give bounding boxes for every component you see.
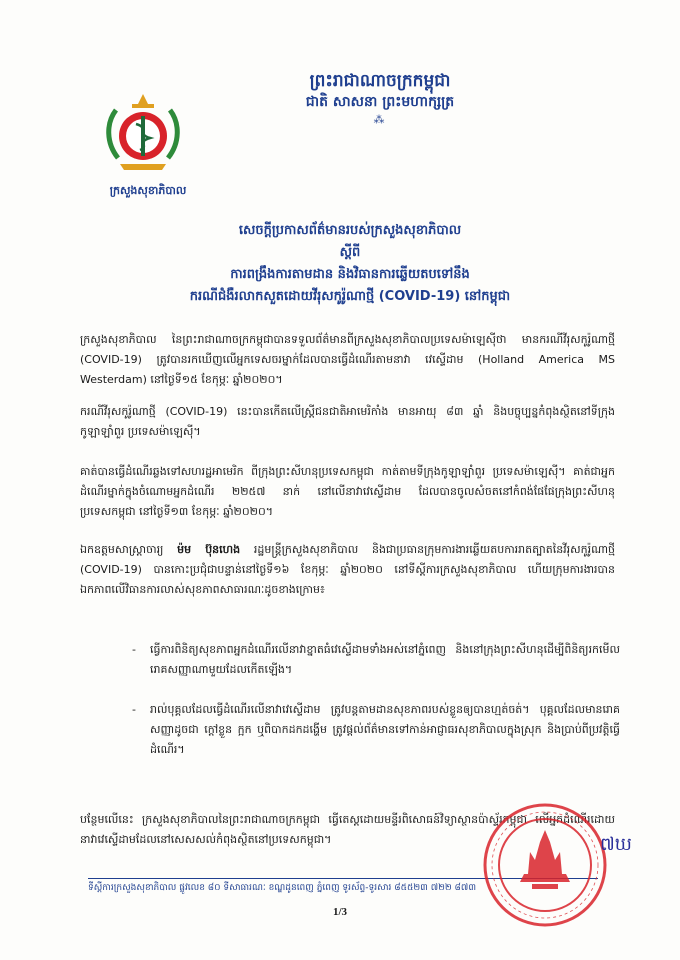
minister-name: ម៉ម ប៊ុនហេង [177,543,241,556]
title-line-3: ការពង្រឹងការតាមដាន និងវិធានការឆ្លើយតបទៅនឹង [230,267,470,282]
kingdom-heading [230,70,530,128]
bullet-1-text: ធ្វើការពិនិត្យសុខភាពអ្នកដំណើរលើនាវាខ្នាតធំវេស្ទើដាមទាំងអស់នៅភ្នំពេញ និងនៅក្រុងព្រះសីហនុដើម្បីពិនិត្យរកមើលរោគសញ្ញាណាមួយដែលកើតឡើង។ [150,643,620,676]
bullet-dash: - [132,703,136,716]
bullet-dash: - [132,643,136,656]
signature-mark: ៧ឃ [600,834,632,855]
announcement-title [110,220,590,308]
page-number: 1/3 [332,906,348,918]
bullet-2-text: រាល់បុគ្គលដែលធ្វើដំណើរលើនាវាវេស្ទើដាម ត្រូវបន្តតាមដានសុខភាពរបស់ខ្លួនឲ្យបានហ្មត់ចត់។ បុគ្គលដែលមានរោគសញ្ញាដូចជា ក្តៅខ្លួន ក្អក ឬពិបាកដកដង្ហើម ត្រូវផ្តល់ព័ត៌មានទៅកាន់អាជ្ញាធរសុខាភិបាលក្នុងស្រុក និងប្រាប់ពីប្រវត្តិធ្វើដំណើរ។ [150,703,620,756]
kingdom-motto: ជាតិ សាសនា ព្រះមហាក្សត្រ [305,94,455,110]
title-line-4: ករណីជំងឺរលាកសួតដោយវីរុសកូរ៉ូណាថ្មី (COVID-19) នៅកម្ពុជា [189,289,511,304]
official-stamp [480,800,610,930]
ornament: ⁂ [373,113,387,126]
paragraph-5: បន្ថែមលើនេះ ក្រសួងសុខាភិបាលនៃព្រះរាជាណាចក្រកម្ពុជា ធ្វើតេស្តដោយមន្ទីរពិសោធន៍វិទ្យាស្ថានប៉ាស្ទ័រកម្ពុជា លើអ្នកដំណើរដោយនាវាវេស្ទើដាមដែលនៅសេសសល់កំពុងស្ថិតនៅប្រទេសកម្ពុជា។ [80,813,615,846]
paragraph-3: គាត់បានធ្វើដំណើរឆ្លងទៅសហរដ្ឋអាមេរិក ពីក្រុងព្រះសីហនុប្រទេសកម្ពុជា កាត់តាមទីក្រុងកូឡាឡាំពួរ ប្រទេសម៉ាឡេស៊ី។ គាត់ជាអ្នកដំណើរម្នាក់ក្នុងចំណោមអ្នកដំណើរ ២២៥៧ នាក់ នៅលើនាវាវេស្ទើដាម ដែលបានចូលសំចតនៅកំពង់ផែផែក្រុងព្រះសីហនុ ប្រទេសកម្ពុជា នៅថ្ងៃទី១៣ ខែកុម្ភៈ ឆ្នាំ២០២០។ [80,465,615,518]
paragraph-1: ក្រសួងសុខាភិបាល នៃព្រះរាជាណាចក្រកម្ពុជាបានទទួលព័ត៌មានពីក្រសួងសុខាភិបាលប្រទេសម៉ាឡេស៊ីថា មានករណីវីរុសកូរ៉ូណាថ្មី (COVID-19) ត្រូវបានរកឃើញលើអ្នកទេសចរម្នាក់ដែលបានធ្វើដំណើរតាមនាវា វេស្ទើដាម (Holland America MS Westerdam) នៅថ្ងៃទី១៥ ខែកុម្ភៈ ឆ្នាំ២០២០។ [80,333,615,386]
title-line-2: ស្តីពី [339,245,361,260]
bullet-item-2 [132,700,620,760]
paragraph-4-rest: រដ្ឋមន្ត្រីក្រសួងសុខាភិបាល និងជាប្រធានក្រុមការងារឆ្លើយតបការរាតត្បាតនៃវីរុសកូរ៉ូណាថ្មី (COVID-19) បានកោះប្រជុំជាបន្ទាន់នៅថ្ងៃទី១៦ ខែកុម្ភៈ ឆ្នាំ២០២០ នៅទីស្តីការក្រសួងសុខាភិបាល ហើយក្រុមការងារបានឯកភាពលើវិធានការលាស់សុខភាពសាធារណៈដូចខាងក្រោម៖ [80,543,616,596]
bullet-item-1 [132,640,620,680]
kingdom-title: ព្រះរាជាណាចក្រកម្ពុជា [309,71,451,91]
footer-address: ទីស្តីការក្រសួងសុខាភិបាល ផ្លូវលេខ ៨០ ទីសាធារណៈ ខណ្ឌដូនពេញ ភ្នំពេញ ទូរស័ព្ទ-ទូរសារ ៨៥៥២៣ ៧២២ ៨៧៣ [88,883,477,893]
ministry-name: ក្រសួងសុខាភិបាល [109,184,187,197]
paragraph-2: ករណីវីរុសកូរ៉ូណាថ្មី (COVID-19) នេះបានកើតលើស្ត្រីជនជាតិអាមេរិកាំង មានអាយុ ៨៣ ឆ្នាំ និងបច្ចុប្បន្នកំពុងស្ថិតនៅទីក្រុងកូឡាឡាំពួរ ប្រទេសម៉ាឡេស៊ី។ [80,405,615,438]
paragraph-4 [80,540,615,600]
paragraph-4-prefix: ឯកឧត្តមសាស្ត្រាចារ្យ [80,543,178,556]
title-line-1: សេចក្តីប្រកាសព័ត៌មានរបស់ក្រសួងសុខាភិបាល [238,223,462,238]
ministry-logo [98,88,188,184]
